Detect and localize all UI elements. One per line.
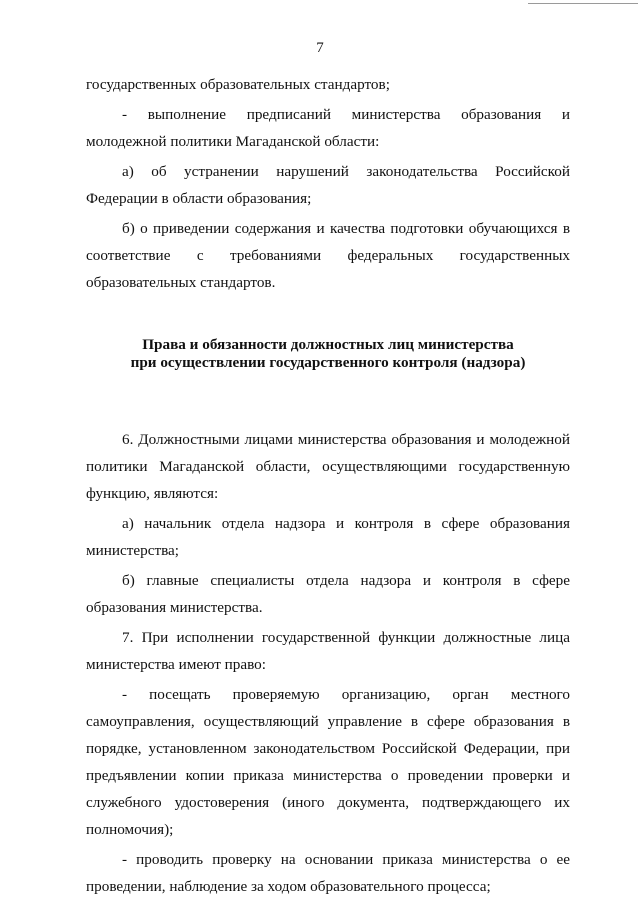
section-heading-line-1: Права и обязанности должностных лиц министерства [142, 336, 514, 353]
paragraph-7-rights: 7. При исполнении государственной функции должностные лица министерства имеют право: [86, 629, 570, 673]
paragraph-6-officials: 6. Должностными лицами министерства образования и молодежной политики Магаданской области, осуществляющими государственную функцию, являются: [86, 431, 570, 502]
page-number: 7 [316, 40, 324, 56]
paragraph-item-a-violations: а) об устранении нарушений законодательства Российской Федерации в области образования; [86, 163, 570, 207]
paragraph-item-a-head-of-department: а) начальник отдела надзора и контроля в сфере образования министерства; [86, 515, 570, 559]
section-heading-line-2: при осуществлении государственного контроля (надзора) [130, 354, 526, 371]
document-body [86, 71, 570, 900]
paragraph-right-to-visit: - посещать проверяемую организацию, орган местного самоуправления, осуществляющий управление в сфере образования в порядке, установленном законодательством Российской Федерации, при предъявлении копии приказа министерства о проведении проверки и служебного удостоверения (иного документа, подтверждающего их полномочия); [86, 686, 570, 838]
paragraph-item-b-chief-specialists: б) главные специалисты отдела надзора и контроля в сфере образования министерства. [86, 572, 570, 616]
paragraph-item-b-content-quality: б) о приведении содержания и качества подготовки обучающихся в соответствие с требованиями федеральных государственных образовательных стандартов. [86, 220, 570, 291]
top-edge-line [528, 3, 638, 4]
paragraph-right-to-inspect: - проводить проверку на основании приказа министерства о ее проведении, наблюдение за ходом образовательного процесса; [86, 851, 570, 895]
section-heading [86, 336, 570, 372]
paragraph-standards-continuation: государственных образовательных стандартов; [86, 76, 390, 93]
paragraph-fulfillment-of-prescriptions: - выполнение предписаний министерства образования и молодежной политики Магаданской области: [86, 106, 570, 150]
